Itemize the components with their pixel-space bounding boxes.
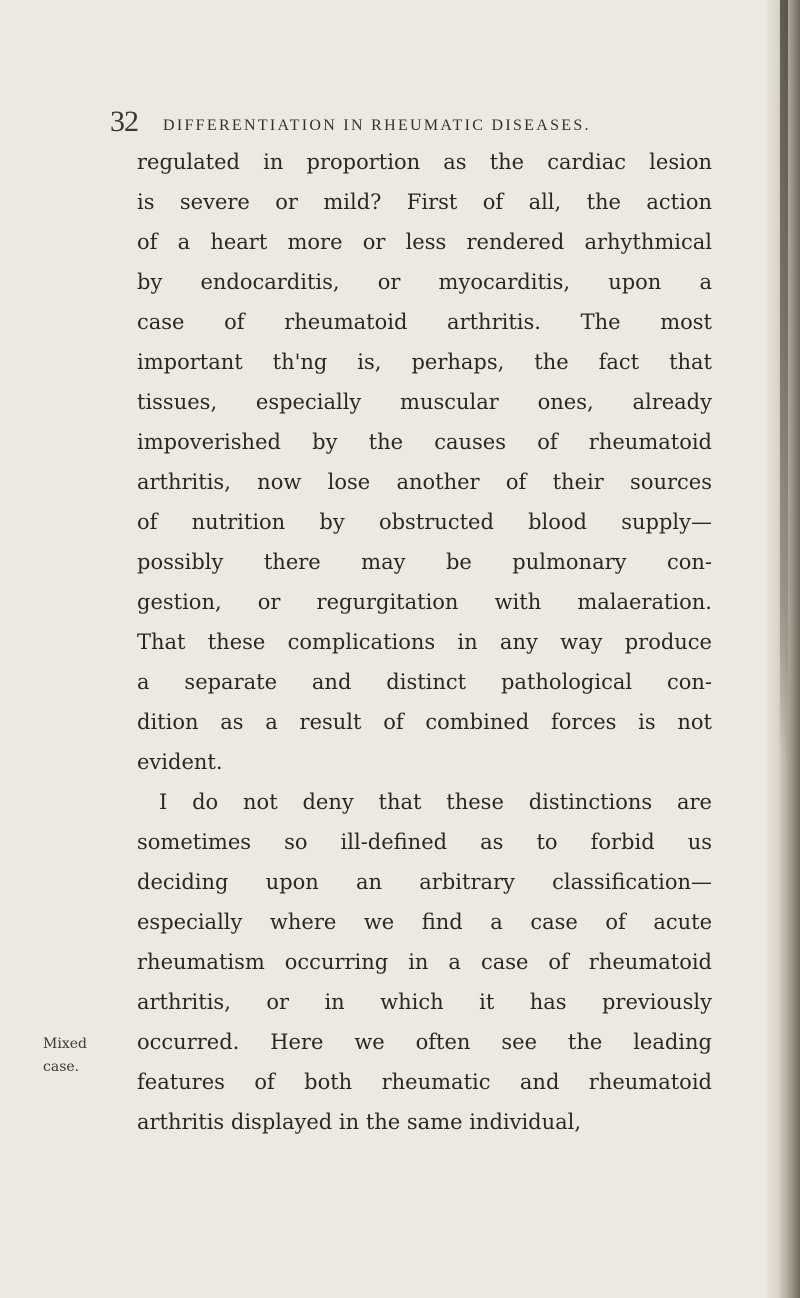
text-line: regulated in proportion as the cardiac lesion (137, 150, 712, 174)
text-line: dition as a result of combined forces is not (137, 710, 712, 734)
text-line: sometimes so ill-defined as to forbid us (137, 830, 712, 854)
page-number: 32 (110, 105, 138, 138)
marginal-note-line: case. (43, 1059, 80, 1075)
text-line: arthritis, now lose another of their sources (137, 470, 712, 494)
text-line: occurred. Here we often see the leading (137, 1030, 712, 1054)
text-line: deciding upon an arbitrary classification— (137, 870, 712, 894)
marginal-note (43, 1033, 123, 1079)
text-line: evident. (137, 750, 223, 774)
text-line: possibly there may be pulmonary con- (137, 550, 712, 574)
text-line: important th'ng is, perhaps, the fact that (137, 350, 712, 374)
text-line: features of both rheumatic and rheumatoid (137, 1070, 712, 1094)
text-line: gestion, or regurgitation with malaeration. (137, 590, 712, 614)
text-line: especially where we find a case of acute (137, 910, 712, 934)
text-line: I do not deny that these distinctions are (159, 790, 712, 814)
text-line: arthritis displayed in the same individual, (137, 1110, 582, 1134)
text-line: That these complications in any way produce (137, 630, 712, 654)
text-line: a separate and distinct pathological con- (137, 670, 712, 694)
text-line: case of rheumatoid arthritis. The most (137, 310, 712, 334)
page-header (110, 104, 730, 144)
text-line: of a heart more or less rendered arhythmical (137, 230, 712, 254)
running-head: DIFFERENTIATION IN RHEUMATIC DISEASES. (163, 117, 591, 134)
body-text (137, 142, 712, 1142)
text-line: rheumatism occurring in a case of rheumatoid (137, 950, 712, 974)
text-line: arthritis, or in which it has previously (137, 990, 712, 1014)
gutter-shadow (780, 0, 788, 760)
marginal-note-line: Mixed (43, 1036, 87, 1052)
text-line: impoverished by the causes of rheumatoid (137, 430, 712, 454)
text-line: is severe or mild? First of all, the action (137, 190, 712, 214)
text-line: by endocarditis, or myocarditis, upon a (137, 270, 712, 294)
text-line: tissues, especially muscular ones, already (137, 390, 712, 414)
text-line: of nutrition by obstructed blood supply— (137, 510, 712, 534)
